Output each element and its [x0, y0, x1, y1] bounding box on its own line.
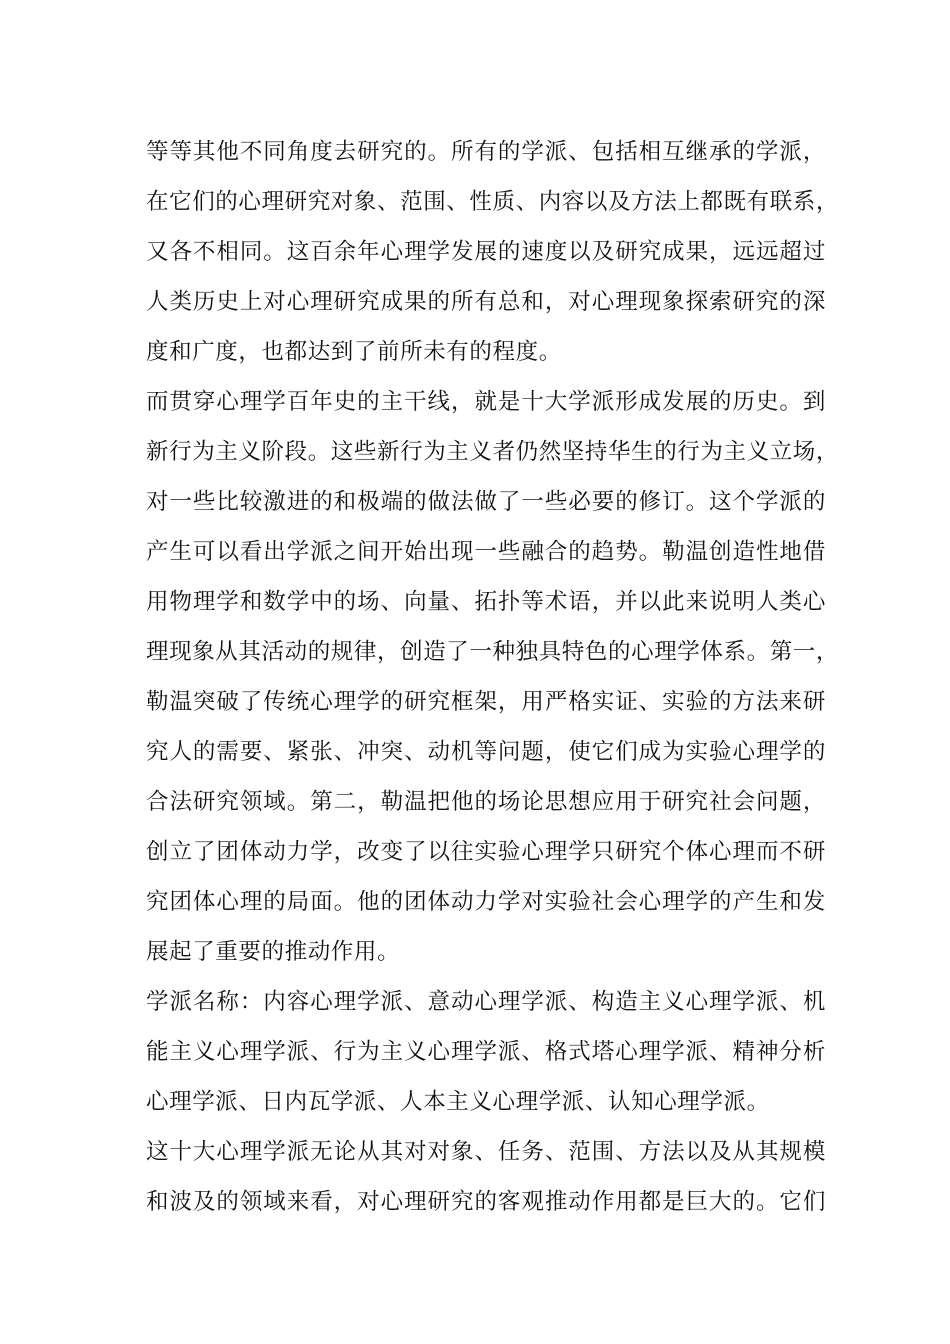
- text-line: 用物理学和数学中的场、向量、拓扑等术语，并以此来说明人类心: [146, 589, 826, 615]
- text-line: 心理学派、日内瓦学派、人本主义心理学派、认知心理学派。: [146, 1089, 770, 1115]
- text-line: 究团体心理的局面。他的团体动力学对实验社会心理学的产生和发: [146, 889, 826, 915]
- text-line: 对一些比较激进的和极端的做法做了一些必要的修订。这个学派的: [146, 489, 826, 515]
- text-line: 展起了重要的推动作用。: [146, 939, 401, 965]
- text-line: 等等其他不同角度去研究的。所有的学派、包括相互继承的学派，: [146, 139, 826, 165]
- text-line: 合法研究领域。第二，勒温把他的场论思想应用于研究社会问题，: [146, 789, 826, 815]
- text-line: 这十大心理学派无论从其对对象、任务、范围、方法以及从其规模: [146, 1139, 826, 1165]
- text-line: 创立了团体动力学，改变了以往实验心理学只研究个体心理而不研: [146, 839, 826, 865]
- text-line: 在它们的心理研究对象、范围、性质、内容以及方法上都既有联系，: [146, 189, 840, 215]
- text-line: 学派名称：内容心理学派、意动心理学派、构造主义心理学派、机: [146, 989, 826, 1015]
- text-line: 人类历史上对心理研究成果的所有总和，对心理现象探索研究的深: [146, 289, 826, 315]
- text-line: 勒温突破了传统心理学的研究框架，用严格实证、实验的方法来研: [146, 689, 826, 715]
- text-line: 度和广度，也都达到了前所未有的程度。: [146, 339, 562, 365]
- text-line: 能主义心理学派、行为主义心理学派、格式塔心理学派、精神分析: [146, 1039, 826, 1065]
- text-line: 产生可以看出学派之间开始出现一些融合的趋势。勒温创造性地借: [146, 539, 826, 565]
- text-line: 新行为主义阶段。这些新行为主义者仍然坚持华生的行为主义立场，: [146, 439, 840, 465]
- text-line: 理现象从其活动的规律，创造了一种独具特色的心理学体系。第一，: [146, 639, 840, 665]
- text-line: 和波及的领域来看，对心理研究的客观推动作用都是巨大的。它们: [146, 1189, 826, 1215]
- text-line: 又各不相同。这百余年心理学发展的速度以及研究成果，远远超过: [146, 239, 826, 265]
- text-line: 究人的需要、紧张、冲突、动机等问题，使它们成为实验心理学的: [146, 739, 826, 765]
- text-line: 而贯穿心理学百年史的主干线，就是十大学派形成发展的历史。到: [146, 389, 826, 415]
